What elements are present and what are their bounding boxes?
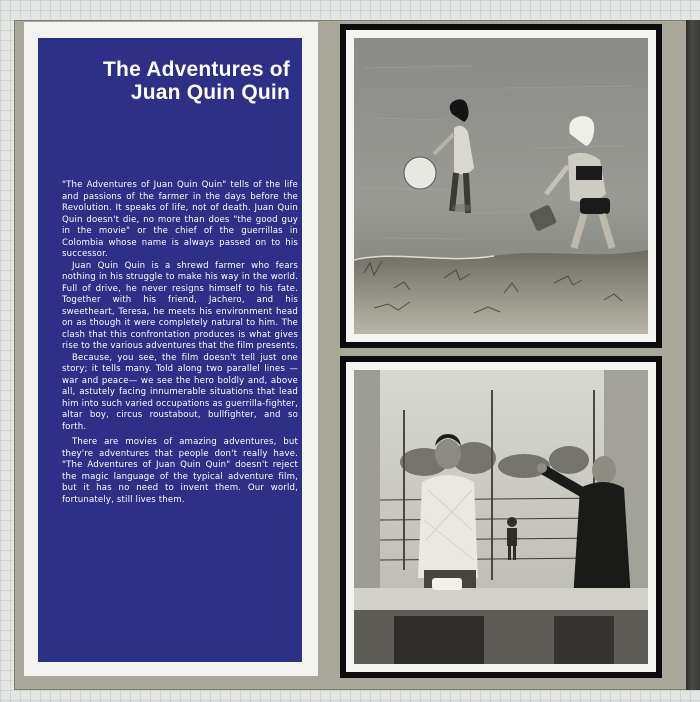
paragraph-2: Juan Quin Quin is a shrewd farmer who fears nothing in his struggle to make his way in the world. Full of drive, he never resigns himself to his fate. Together with his friend, Jachero, and his sweetheart, Teresa, he meets his environment head on as though it were completely natural to him. The clash that this confrontation produces is what gives rise to the various adventures that the film presents. bbox=[62, 260, 298, 351]
paragraph-4: There are movies of amazing adventures, but they're adventures that people don't really have. "The Adventures of Juan Quin Quin" doesn't reject the magic language of the typical adventure film, but it has no need to invent them. Our world, fortunately, still lives them. bbox=[62, 437, 298, 505]
panel-body bbox=[62, 180, 298, 506]
paragraph-1: "The Adventures of Juan Quin Quin" tells of the life and passions of the farmer in the days before the Revolution. It speaks of life, not of death. Juan Quin Quin doesn't die, no more than does "the good guy in the movie" or the chief of the guerrillas in Colombia whose name is always passed on to his successor. bbox=[62, 180, 298, 259]
photo-women-in-water bbox=[354, 38, 648, 334]
panel-title bbox=[78, 58, 290, 104]
photo-frame-top bbox=[340, 24, 662, 348]
sleeve-edge bbox=[686, 20, 700, 690]
title-line-1: The Adventures of bbox=[103, 58, 290, 81]
text-panel bbox=[38, 38, 302, 662]
photo-frame-bottom bbox=[340, 356, 662, 678]
paragraph-3: Because, you see, the film doesn't tell just one story; it tells many. Told along two parallel lines —war and peace— we see the hero boldly and, above all, astutely facing innumerable situations that lead him into such varied occupations as guerrilla-fighter, altar boy, circus roustabout, bullfighter, and so forth. bbox=[62, 352, 298, 432]
photo-altar-boy-and-priest bbox=[354, 370, 648, 664]
title-line-2: Juan Quin Quin bbox=[130, 81, 290, 104]
